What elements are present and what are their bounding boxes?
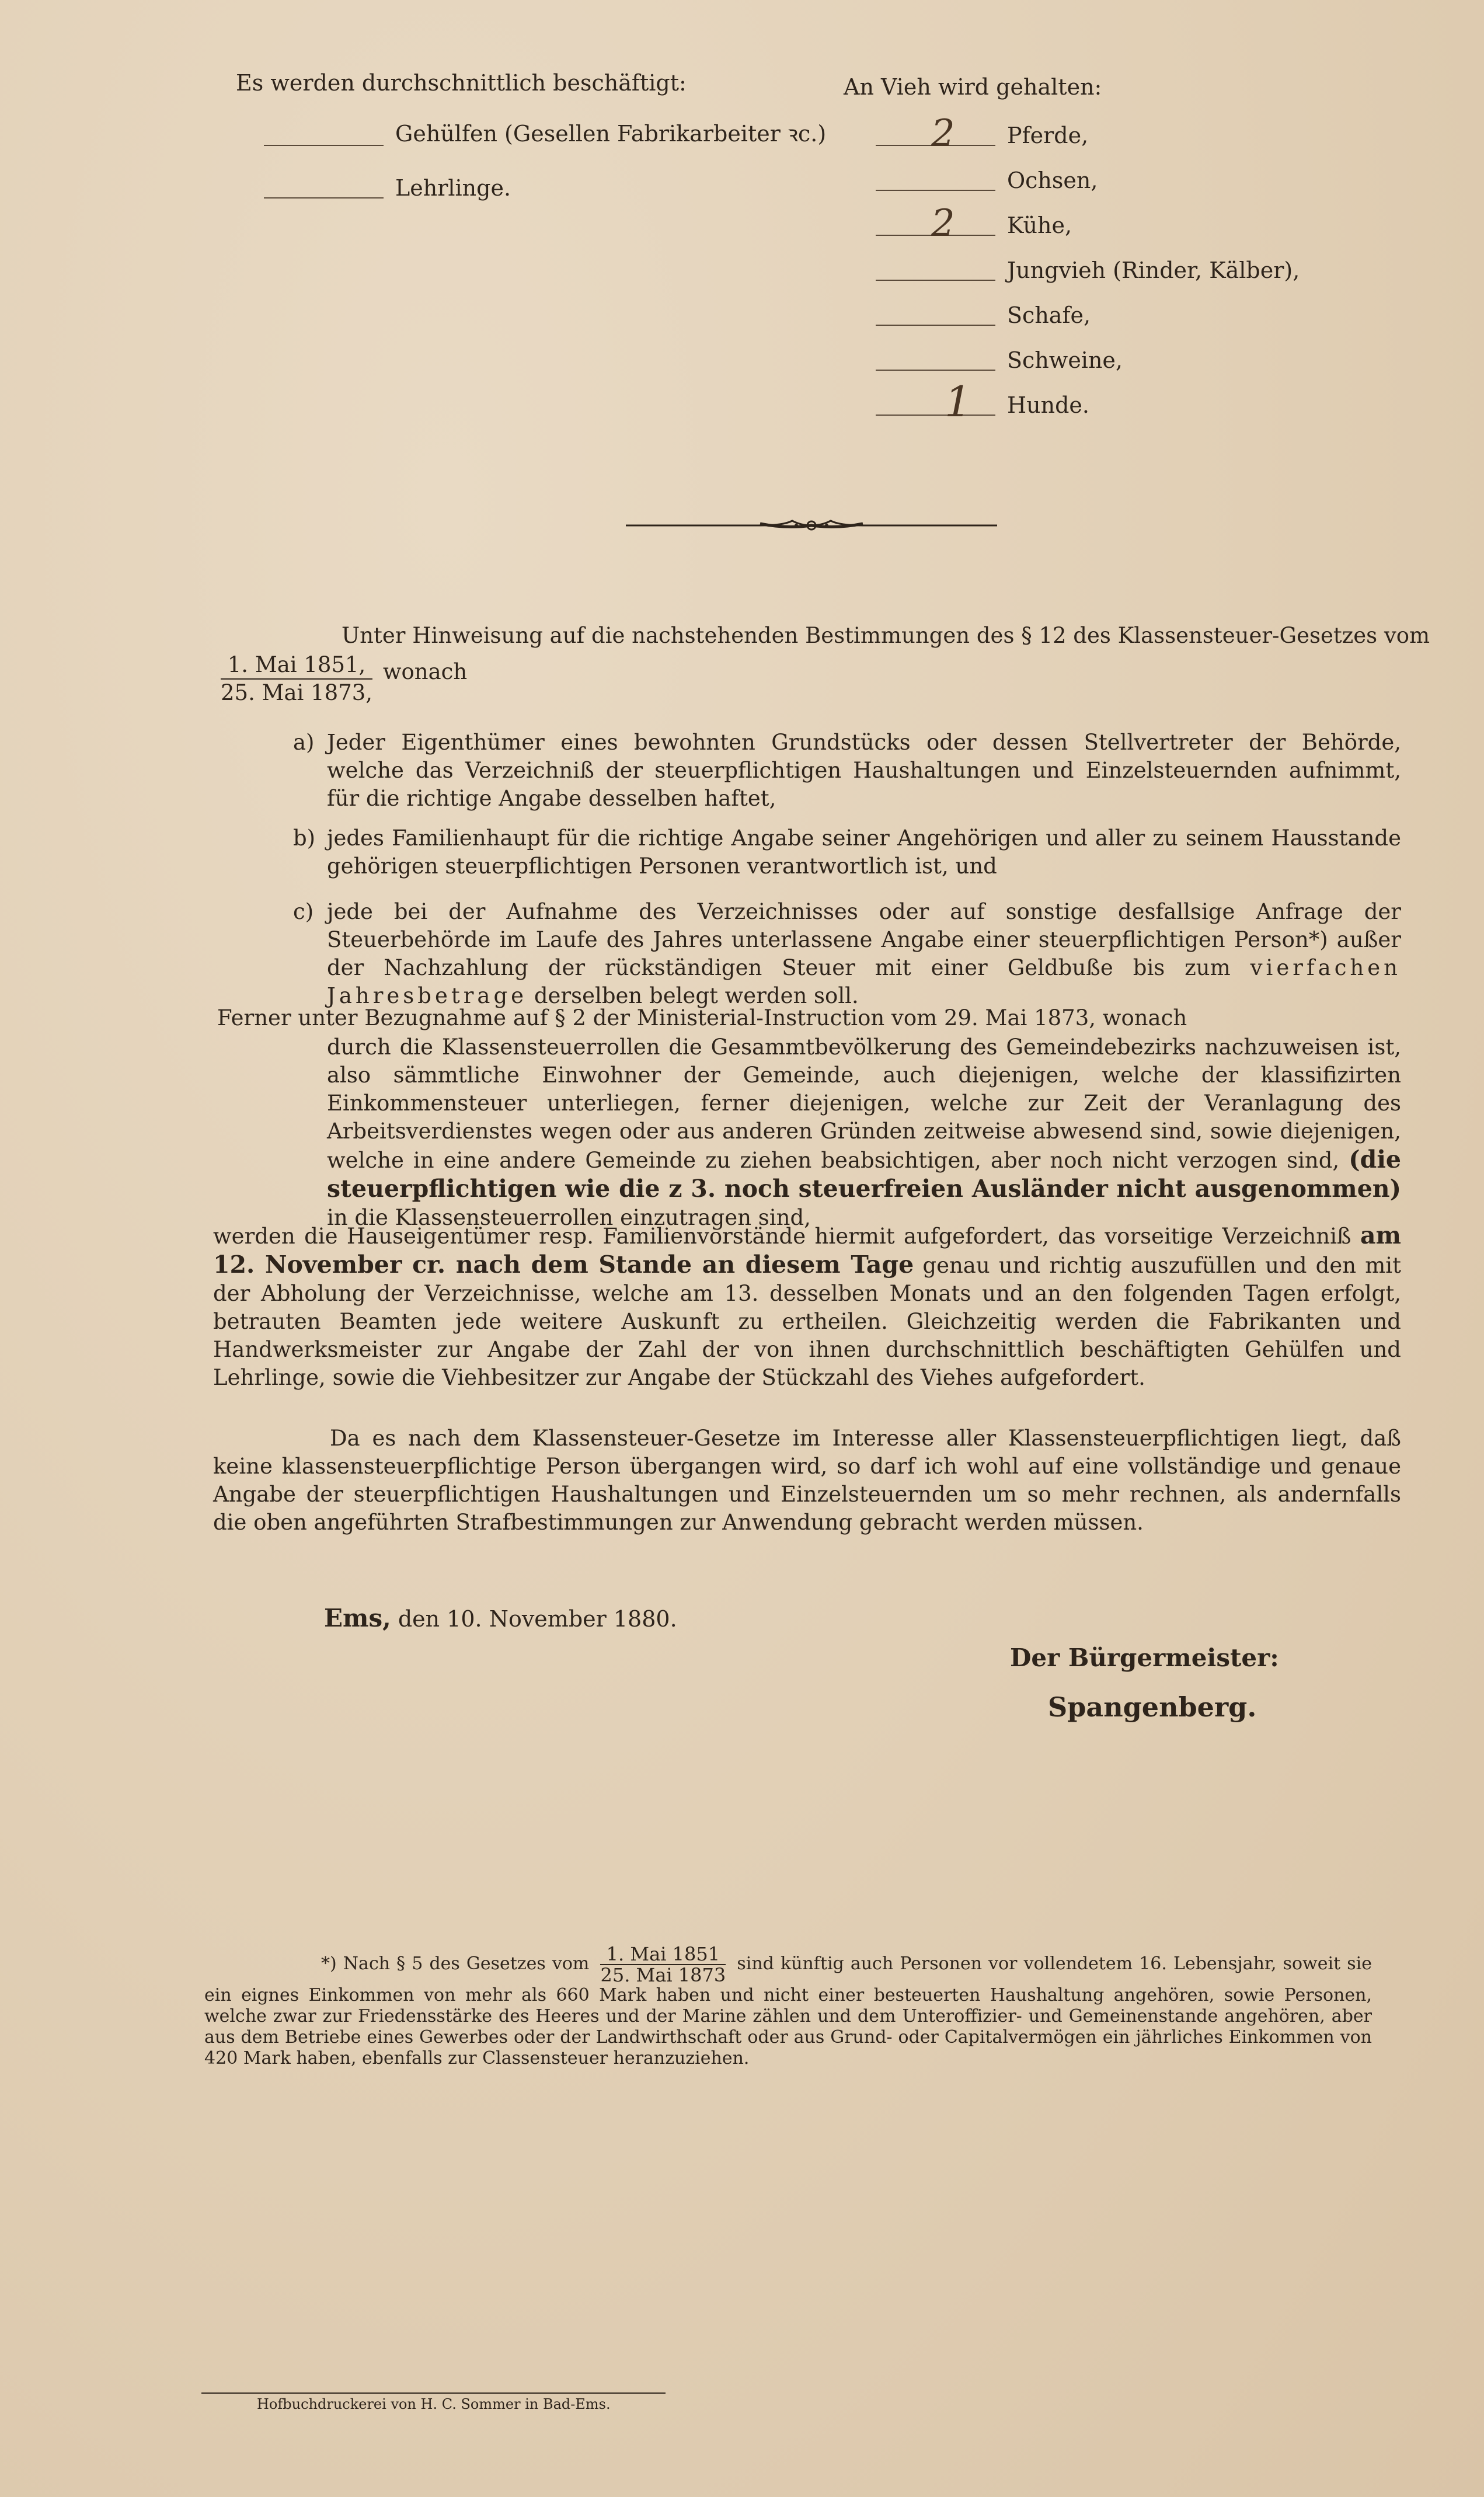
ornament-divider	[626, 514, 997, 537]
livestock-label: Kühe,	[1007, 213, 1072, 238]
dateline-rest: den 10. November 1880.	[398, 1606, 677, 1632]
blank-line	[876, 415, 995, 416]
printer-imprint: Hofbuchdruckerei von H. C. Sommer in Bad-Ems.	[257, 2396, 611, 2412]
livestock-row-oxen	[876, 162, 1343, 197]
signature-title: Der Bürgermeister:	[1010, 1643, 1279, 1672]
livestock-label: Ochsen,	[1007, 168, 1098, 193]
handwritten-value: 2	[931, 112, 955, 155]
blank-line	[876, 370, 995, 371]
handwritten-value: 1	[945, 377, 971, 426]
blank-line	[876, 280, 995, 281]
fraction-denominator: 25. Mai 1873,	[221, 680, 373, 705]
livestock-row-dogs	[876, 377, 1343, 426]
employees-label: Gehülfen (Gesellen Fabrikarbeiter ꝛc.)	[395, 121, 827, 147]
clause-c	[293, 898, 1401, 1010]
footnote-text: sind künftig auch Personen vor vollendetem 16. Lebensjahr, soweit sie ein eignes Einkommen von mehr als 660 Mark haben und nicht einer besteuerten Haushaltung angehören, sowie Personen, welche zwar zur Friedensstärke des Heeres und der Marine zählen und dem Unteroffizier- und Gemeinenstande angehören, aber aus dem Betriebe eines Gewerbes oder der Landwirthschaft oder aus Grund- oder Capitalvermögen ein jährliches Einkommen von 420 Mark haben, ebenfalls zur Classensteuer heranzuziehen.	[204, 1953, 1372, 2068]
werden-bold: am 12. November cr. nach dem Stande an diesem Tage	[213, 1221, 1401, 1279]
da-paragraph: Da es nach dem Klassensteuer-Gesetze im Interesse aller Klassensteuerpflichtigen liegt, daß keine klassensteuerpflichtige Person übergangen wird, so darf ich wohl auf eine vollständige und genaue Angabe der steuerpflichtigen Haushaltungen und Einzelsteuernden um so mehr rechnen, als andernfalls die oben angeführten Strafbestimmungen zur Anwendung gebracht werden müssen.	[213, 1426, 1401, 1535]
livestock-label: Schweine,	[1007, 347, 1123, 373]
livestock-label: Hunde.	[1007, 392, 1089, 418]
ferner-first-line: Ferner unter Bezugnahme auf § 2 der Ministerial-Instruction vom 29. Mai 1873, wonach	[217, 1005, 1187, 1030]
blank-line	[876, 325, 995, 326]
clause-marker: a)	[293, 730, 315, 755]
footnote-fraction	[600, 1944, 726, 1985]
ferner-tail: in die Klassensteuerrollen einzutragen sind,	[327, 1205, 811, 1230]
footnote	[204, 1944, 1372, 2069]
livestock-label: Schafe,	[1007, 302, 1091, 328]
blank-line	[264, 145, 384, 146]
livestock-row-sheep	[876, 297, 1343, 332]
livestock-label: Pferde,	[1007, 123, 1089, 148]
clause-text: jede bei der Aufnahme des Verzeichnisses oder auf sonstige desfallsige Anfrage der Steuerbehörde im Laufe des Jahres unterlassene Angabe einer steuerpflichtigen Person*) außer der Nachzahlung der rückständigen Steuer mit einer Geldbuße bis zum	[327, 899, 1401, 980]
handwritten-value: 2	[931, 202, 955, 245]
ferner-bold: (die steuerpflichtigen wie die z 3. noch steuerfreien Ausländer nicht ausgenommen)	[327, 1145, 1402, 1203]
clause-b	[293, 824, 1401, 880]
livestock-row-pigs	[876, 342, 1343, 377]
ferner-text: durch die Klassensteuerrollen die Gesammtbevölkerung des Gemeindebezirks nachzuweisen ist, also sämmtliche Einwohner der Gemeinde, auch diejenigen, welche der klassifizirten Einkommensteuer unterliegen, ferner diejenigen, welche zur Zeit der Veranlagung des Arbeitsverdienstes wegen oder aus anderen Gründen zeitweise abwesend sind, sowie diejenigen, welche in eine andere Gemeinde zu ziehen beabsichtigen, aber noch nicht verzogen sind,	[327, 1035, 1401, 1173]
blank-line	[876, 190, 995, 191]
clause-marker: c)	[293, 899, 314, 924]
werden-text: genau und richtig auszufüllen und den mit der Abholung der Verzeichnisse, welche am 13. desselben Monats und an den folgenden Tagen erfolgt, betrauten Beamten jede weitere Auskunft zu ertheilen. Gleichzeitig werden die Fabrikanten und Handwerksmeister zur Angabe der Zahl der von ihnen durchschnittlich beschäftigten Gehülfen und Lehrlinge, sowie die Viehbesitzer zur Angabe der Stückzahl des Viehes aufgefordert.	[213, 1253, 1402, 1390]
livestock-row-young-cattle	[876, 252, 1401, 287]
blank-line	[264, 197, 384, 198]
fraction-numerator: 1. Mai 1851,	[221, 652, 372, 680]
livestock-heading: An Vieh wird gehalten:	[844, 74, 1102, 100]
clause-text: Jeder Eigenthümer eines bewohnten Grundstücks oder dessen Stellvertreter der Behörde, welche das Verzeichniß der steuerpflichtigen Haushaltungen und Einzelsteuernden aufnimmt, für die richtige Angabe desselben haftet,	[327, 730, 1401, 811]
intro-text: Unter Hinweisung auf die nachstehenden Bestimmungen des § 12 des Klassensteuer-Gesetzes vom	[342, 623, 1430, 648]
fraction-denominator: 25. Mai 1873	[600, 1964, 726, 1986]
dateline	[324, 1604, 677, 1633]
wonach-label: wonach	[382, 659, 468, 684]
livestock-row-cows	[876, 202, 1343, 245]
ferner-body	[327, 1033, 1401, 1232]
signature-name: Spangenberg.	[1048, 1691, 1257, 1723]
imprint-rule	[201, 2392, 666, 2394]
clause-emphasis: vierfachen Jahresbetrage	[327, 955, 1401, 1008]
employees-label: Lehrlinge.	[395, 175, 511, 201]
werden-paragraph	[213, 1221, 1401, 1392]
employees-heading: Es werden durchschnittlich beschäftigt:	[236, 70, 687, 96]
werden-text: werden die Hauseigentümer resp. Familienvorstände hiermit aufgefordert, das vorseitige Verzeichniß	[213, 1224, 1351, 1249]
intro-date-fraction	[221, 652, 467, 706]
employees-row-apprentices	[264, 169, 673, 204]
footnote-text: *) Nach § 5 des Gesetzes vom	[321, 1953, 590, 1974]
clause-text: derselben belegt werden soll.	[534, 983, 859, 1008]
fraction-numerator: 1. Mai 1851	[600, 1944, 726, 1965]
dateline-place: Ems,	[324, 1604, 391, 1632]
livestock-row-horses	[876, 112, 1343, 155]
clause-a	[293, 729, 1401, 813]
clause-text: jedes Familienhaupt für die richtige Angabe seiner Angehörigen und aller zu seinem Hausstande gehörigen steuerpflichtigen Personen verantwortlich ist, und	[327, 826, 1401, 879]
clause-marker: b)	[293, 826, 316, 851]
livestock-label: Jungvieh (Rinder, Kälber),	[1007, 257, 1300, 283]
employees-row-helpers	[264, 117, 827, 152]
